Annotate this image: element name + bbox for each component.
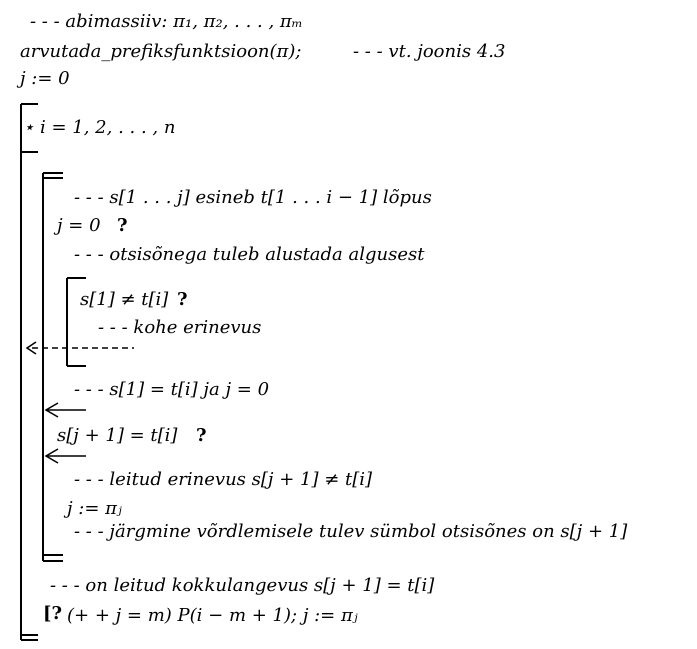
conditional-open-mark: [? [43,603,63,624]
condition-s1-neq-ti: s[1] ≠ t[i] [80,289,169,310]
compute-prefix-function: arvutada_prefiksfunktsioon(π); [20,41,302,62]
comment-start-over: - - - otsisõnega tuleb alustada algusest [74,244,425,265]
comment-see-figure: - - - vt. joonis 4.3 [353,41,506,62]
comment-invariant: - - - s[1 . . . j] esineb t[1 . . . i − 1] lõpus [74,187,432,208]
assign-j-pi: j := πⱼ [67,498,122,519]
comment-mismatch-found: - - - leitud erinevus s[j + 1] ≠ t[i] [74,469,373,490]
comment-next-symbol: - - - järgmine võrdlemisele tulev sümbol otsisõnes on s[j + 1] [74,521,628,542]
comment-prefix-array: - - - abimassiiv: π₁, π₂, . . . , πₘ [30,11,303,32]
comment-immediate-mismatch: - - - kohe erinevus [98,317,262,338]
condition-j-zero-mark: ? [117,215,128,236]
comment-match-found: - - - on leitud kokkulangevus s[j + 1] = t[i] [50,575,435,596]
condition-sj1-eq-ti: s[j + 1] = t[i] [57,425,178,446]
condition-j-zero: j = 0 [57,215,101,236]
condition-s1-neq-ti-mark: ? [177,289,188,310]
match-action: (+ + j = m) P(i − m + 1); j := πⱼ [67,605,358,626]
outer-loop-header: ⋆ i = 1, 2, . . . , n [23,117,176,138]
comment-s1-eq-ti: - - - s[1] = t[i] ja j = 0 [74,379,270,400]
init-j: j := 0 [20,68,70,89]
condition-sj1-eq-ti-mark: ? [196,425,207,446]
